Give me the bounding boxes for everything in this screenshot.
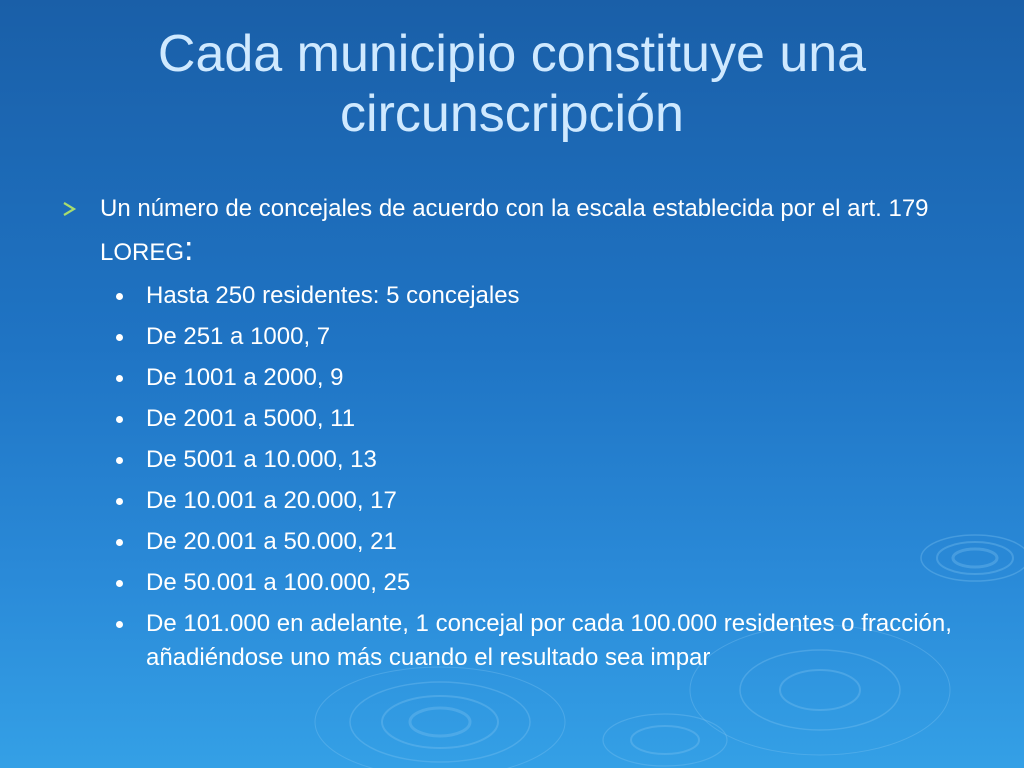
dot-bullet-icon	[116, 621, 123, 628]
main-bullet-point	[60, 188, 980, 273]
slide-body	[60, 188, 980, 675]
council-scale-list	[60, 279, 980, 675]
main-bullet-colon: :	[184, 230, 194, 268]
dot-bullet-icon	[116, 293, 123, 300]
dot-bullet-icon	[116, 334, 123, 341]
list-item: De 50.001 a 100.000, 25	[60, 566, 980, 607]
dot-bullet-icon	[116, 375, 123, 382]
dot-bullet-icon	[116, 416, 123, 423]
title-line-2: circunscripción	[340, 85, 684, 143]
list-item: Hasta 250 residentes: 5 concejales	[60, 279, 980, 320]
dot-bullet-icon	[116, 580, 123, 587]
arrow-bullet-icon	[60, 201, 80, 217]
dot-bullet-icon	[116, 498, 123, 505]
list-item: De 10.001 a 20.000, 17	[60, 484, 980, 525]
main-bullet-text: Un número de concejales de acuerdo con la escala establecida por el art. 179 LOREG	[100, 195, 929, 266]
list-item: De 5001 a 10.000, 13	[60, 443, 980, 484]
list-item: De 20.001 a 50.000, 21	[60, 525, 980, 566]
dot-bullet-icon	[116, 457, 123, 464]
list-item: De 101.000 en adelante, 1 concejal por cada 100.000 residentes o fracción, añadiéndose uno más cuando el resultado sea impar	[60, 607, 980, 675]
list-item: De 2001 a 5000, 11	[60, 402, 980, 443]
slide-title	[40, 24, 984, 144]
list-item: De 1001 a 2000, 9	[60, 361, 980, 402]
dot-bullet-icon	[116, 539, 123, 546]
title-line-1: Cada municipio constituye una	[157, 25, 867, 83]
list-item: De 251 a 1000, 7	[60, 320, 980, 361]
